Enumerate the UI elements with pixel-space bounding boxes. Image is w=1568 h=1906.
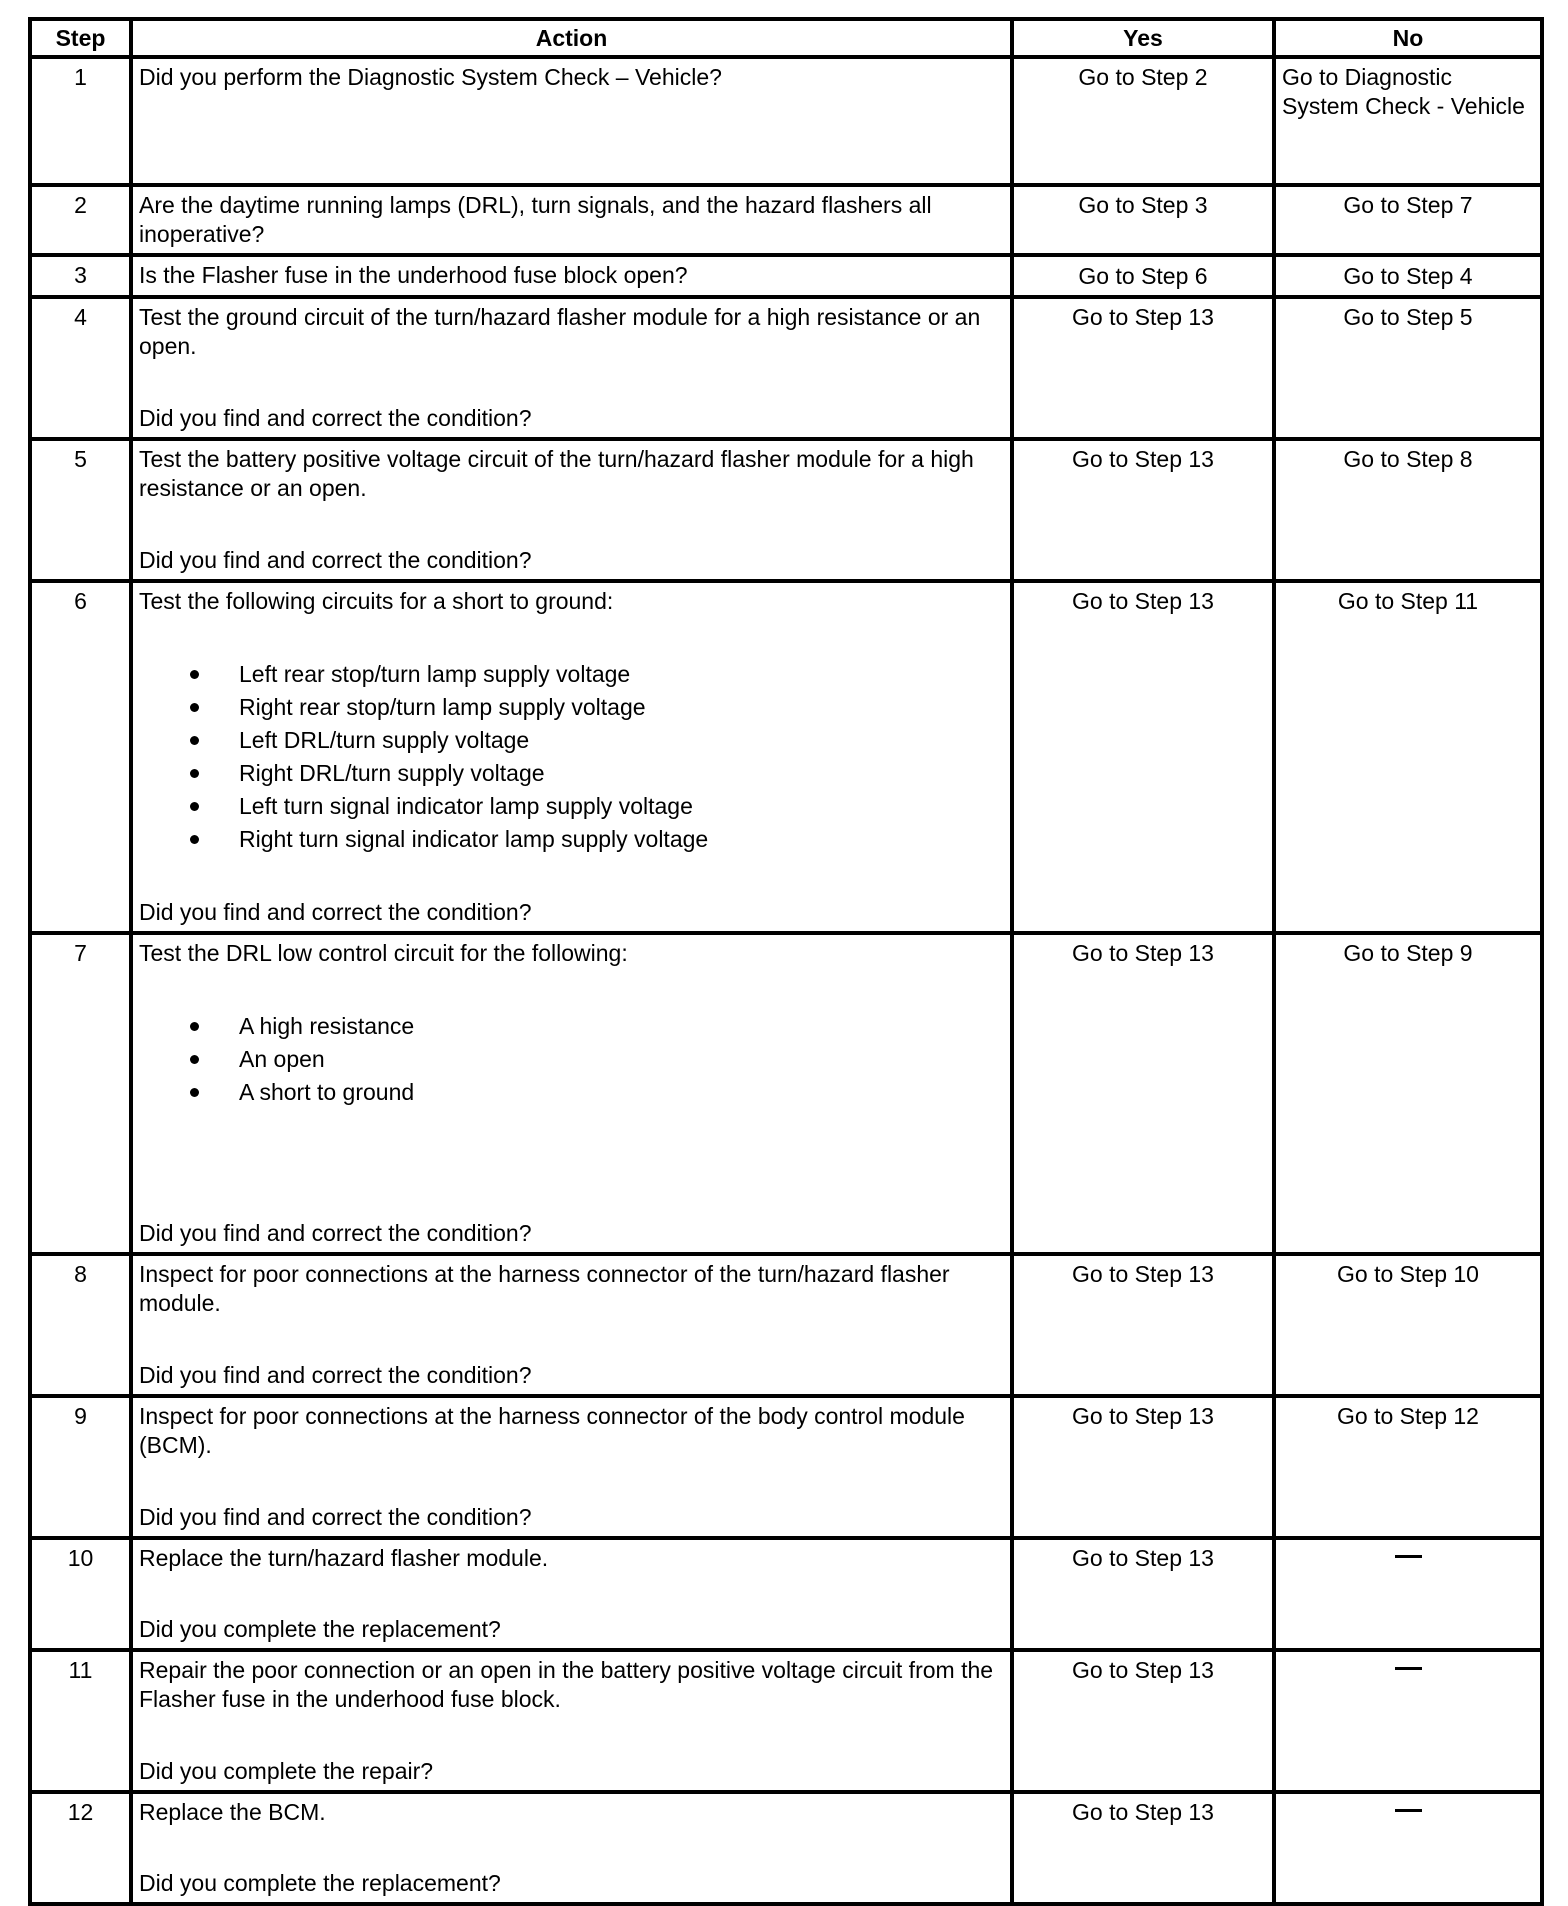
diagnostic-table-container [28,17,1540,1906]
no-result [1274,1792,1542,1904]
header-step: Step [30,19,131,57]
list-item: Left turn signal indicator lamp supply voltage [139,790,1004,823]
no-result [1274,1650,1542,1792]
action-text: Inspect for poor connections at the harness connector of the turn/hazard flasher module. [139,1261,950,1316]
yes-result: Go to Step 13 [1012,297,1274,439]
action-text: Repair the poor connection or an open in the battery positive voltage circuit from the Flasher fuse in the underhood fuse block. [139,1657,994,1712]
action-cell [131,1538,1012,1650]
action-question: Did you find and correct the condition? [139,1362,532,1388]
action-question: Did you find and correct the condition? [139,547,532,573]
step-number: 11 [30,1650,131,1792]
table-row [30,255,1542,297]
table-row [30,297,1542,439]
step-number: 9 [30,1396,131,1538]
table-row [30,439,1542,581]
table-row [30,1254,1542,1396]
no-result: Go to Step 4 [1274,255,1542,297]
step-number: 1 [30,57,131,185]
step-number: 4 [30,297,131,439]
no-result: Go to Step 12 [1274,1396,1542,1538]
step-number: 7 [30,933,131,1254]
action-text: Replace the BCM. [139,1799,326,1825]
action-text: Replace the turn/hazard flasher module. [139,1545,549,1571]
table-row [30,1396,1542,1538]
yes-result: Go to Step 13 [1012,1254,1274,1396]
action-text: Are the daytime running lamps (DRL), turn signals, and the hazard flashers all inoperative? [131,185,1012,255]
table-row [30,1538,1542,1650]
action-cell [131,1396,1012,1538]
no-result: Go to Step 8 [1274,439,1542,581]
yes-result: Go to Step 13 [1012,1792,1274,1904]
table-row [30,1792,1542,1904]
action-text: Inspect for poor connections at the harness connector of the body control module (BCM). [139,1403,965,1458]
action-cell [131,933,1012,1254]
list-item: Right rear stop/turn lamp supply voltage [139,691,1004,724]
action-question: Did you complete the replacement? [139,1870,501,1896]
yes-result: Go to Step 13 [1012,933,1274,1254]
action-cell [131,581,1012,933]
yes-result: Go to Step 13 [1012,1538,1274,1650]
table-row [30,581,1542,933]
action-text: Test the ground circuit of the turn/hazard flasher module for a high resistance or an open. [139,304,981,359]
circuit-list [139,658,1004,856]
step-number: 6 [30,581,131,933]
action-text: Test the battery positive voltage circuit of the turn/hazard flasher module for a high resistance or an open. [139,446,974,501]
action-question: Did you find and correct the condition? [139,1220,532,1246]
no-result: Go to Diagnostic System Check - Vehicle [1274,57,1542,185]
action-cell [131,297,1012,439]
dash-icon [1395,1555,1422,1558]
no-result: Go to Step 9 [1274,933,1542,1254]
list-item: Left rear stop/turn lamp supply voltage [139,658,1004,691]
dash-icon [1395,1809,1422,1812]
action-question: Did you find and correct the condition? [139,1504,532,1530]
no-result: Go to Step 5 [1274,297,1542,439]
table-row [30,185,1542,255]
table-row [30,1650,1542,1792]
table-row [30,933,1542,1254]
condition-list [139,1010,1004,1109]
list-item: A high resistance [139,1010,1004,1043]
action-text: Is the Flasher fuse in the underhood fuse block open? [131,255,1012,297]
step-number: 2 [30,185,131,255]
no-result: Go to Step 10 [1274,1254,1542,1396]
list-item: An open [139,1043,1004,1076]
no-result [1274,1538,1542,1650]
header-row [30,19,1542,57]
step-number: 12 [30,1792,131,1904]
header-no: No [1274,19,1542,57]
step-number: 5 [30,439,131,581]
action-cell [131,1650,1012,1792]
list-item: Left DRL/turn supply voltage [139,724,1004,757]
action-cell [131,1792,1012,1904]
action-text: Test the DRL low control circuit for the following: [139,940,628,966]
header-yes: Yes [1012,19,1274,57]
yes-result: Go to Step 2 [1012,57,1274,185]
yes-result: Go to Step 6 [1012,255,1274,297]
diagnostic-table [28,17,1544,1906]
step-number: 3 [30,255,131,297]
action-question: Did you find and correct the condition? [139,899,532,925]
dash-icon [1395,1667,1422,1670]
action-question: Did you complete the replacement? [139,1616,501,1642]
list-item: A short to ground [139,1076,1004,1109]
yes-result: Go to Step 3 [1012,185,1274,255]
step-number: 10 [30,1538,131,1650]
action-question: Did you find and correct the condition? [139,405,532,431]
yes-result: Go to Step 13 [1012,1396,1274,1538]
list-item: Right turn signal indicator lamp supply voltage [139,823,1004,856]
yes-result: Go to Step 13 [1012,581,1274,933]
no-result: Go to Step 11 [1274,581,1542,933]
header-action: Action [131,19,1012,57]
step-number: 8 [30,1254,131,1396]
action-question: Did you complete the repair? [139,1758,434,1784]
action-text: Test the following circuits for a short to ground: [139,588,614,614]
no-result: Go to Step 7 [1274,185,1542,255]
yes-result: Go to Step 13 [1012,1650,1274,1792]
yes-result: Go to Step 13 [1012,439,1274,581]
action-cell [131,1254,1012,1396]
table-row [30,57,1542,185]
action-text: Did you perform the Diagnostic System Check – Vehicle? [131,57,1012,185]
list-item: Right DRL/turn supply voltage [139,757,1004,790]
action-cell [131,439,1012,581]
